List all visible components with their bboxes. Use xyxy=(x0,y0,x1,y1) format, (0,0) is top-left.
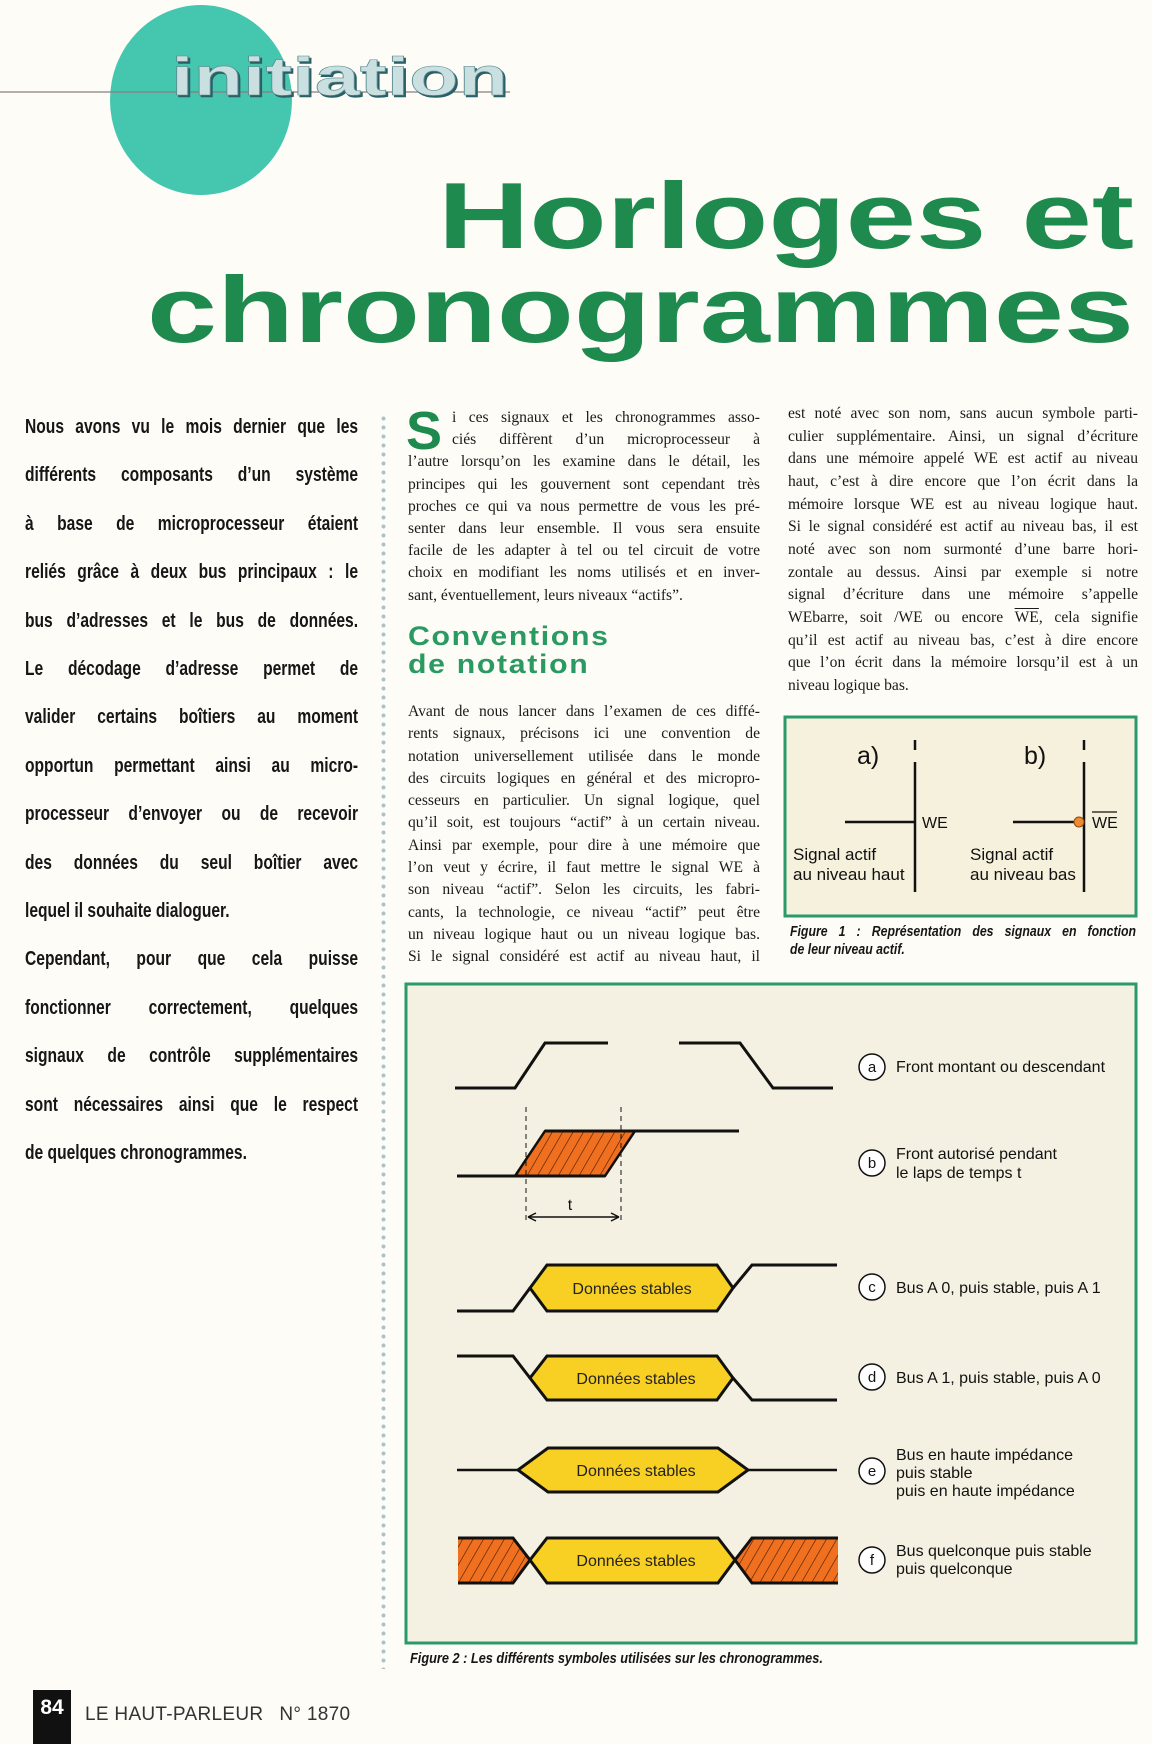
text-line: valider certains boîtiers au moment xyxy=(25,706,359,729)
section-heading-line: de notation xyxy=(408,649,590,679)
title-line-1: Horloges et xyxy=(438,163,1134,268)
text-line: différents composants d’un système xyxy=(25,464,359,487)
text-line: Avant de nous lancer dans l’examen de ces diffé- xyxy=(408,703,760,720)
legend-label: Bus A 0, puis stable, puis A 1 xyxy=(896,1280,1101,1297)
text-line: son niveau “actif”. Selon les circuits, les fabri- xyxy=(408,881,760,899)
text-line: cants, la technologie, ce niveau “actif” peut être xyxy=(408,903,760,921)
figure-1 xyxy=(785,717,1136,916)
text-line: Le décodage d’adresse permet de xyxy=(25,658,359,681)
text-line: dans une mémoire appelé WE est actif au niveau xyxy=(788,450,1138,468)
legend-key: a xyxy=(867,1059,877,1076)
text-line: sont nécessaires ainsi que le respect xyxy=(25,1093,359,1116)
text-line: niveau logique bas. xyxy=(788,677,909,695)
stable-data-label: Données stables xyxy=(572,1281,692,1298)
text-line: que l’on écrit dans la mémoire lorsqu’il est à un xyxy=(788,654,1138,672)
text-line: signaux de contrôle supplémentaires xyxy=(25,1045,359,1068)
legend-key: d xyxy=(867,1369,877,1386)
legend-label: puis en haute impédance xyxy=(896,1483,1075,1500)
stable-data-label: Données stables xyxy=(576,1371,696,1388)
text-line xyxy=(788,607,1138,630)
text-line: sant, éventuellement, leurs niveaux “actifs”. xyxy=(408,586,683,604)
figure-1-caption xyxy=(790,923,1136,959)
text-line: à base de microprocesseur étaient xyxy=(25,512,359,535)
text-line: signal d’écriture dans une mémoire s’appelle xyxy=(788,586,1138,604)
text-line: rents signaux, précisons ici une convention de xyxy=(408,725,760,743)
text-line: culier supplémentaire. Ainsi, un signal d’écriture xyxy=(788,427,1138,445)
stable-data-label: Données stables xyxy=(576,1553,696,1570)
signal-a-label-1: Signal actif xyxy=(793,845,877,864)
text-line: est noté avec son nom, sans aucun symbole parti- xyxy=(788,405,1138,422)
figure-2-caption: Figure 2 : Les différents symboles utilisées sur les chronogrammes. xyxy=(410,1650,823,1667)
text-line: ciés diffèrent d’un microprocesseur à xyxy=(452,431,760,449)
text-line: Si le signal considéré est actif au niveau haut, il xyxy=(408,948,760,966)
footer-masthead xyxy=(85,1704,366,1726)
body-paragraph-2 xyxy=(408,701,760,969)
text-line: zontale au dessus. Ainsi par exemple si notre xyxy=(788,563,1138,581)
legend-label: Bus quelconque puis stable xyxy=(896,1543,1092,1560)
text-line: principes qui les gouvernent sont cependant très xyxy=(408,475,760,493)
caption-line: Figure 1 : Représentation des signaux en fonction xyxy=(790,923,1137,940)
issue-number: N° 1870 xyxy=(279,1704,351,1725)
text-line: Ainsi par exemple, pour dire à une mémoire que xyxy=(408,836,760,854)
text-line: Si le signal considéré est actif au niveau bas, il est xyxy=(788,518,1138,536)
figure-1-tag-b: b) xyxy=(1024,742,1047,770)
stable-data-label: Données stables xyxy=(576,1463,696,1480)
text-line: reliés grâce à deux bus principaux : le xyxy=(25,561,359,584)
text-line: mémoire lorsque WE est au niveau logique haut. xyxy=(788,495,1138,513)
text-line: processeur d’envoyer ou de recevoir xyxy=(25,803,359,826)
section-heading xyxy=(408,622,610,678)
text-line: senter dans leur ensemble. Il vous sera ensuite xyxy=(408,520,760,538)
text-line: facile de les adapter à tel ou tel circuit de votre xyxy=(408,542,760,560)
text-line: proches ce qui va nous permettre de vous les pré- xyxy=(408,497,760,515)
legend-key: b xyxy=(867,1155,877,1172)
text-line: haut, c’est à dire encore que l’on écrit dans la xyxy=(788,473,1138,491)
text-line: des données du seul boîtier avec xyxy=(25,851,359,874)
signal-a-name: WE xyxy=(922,815,948,832)
page-number: 84 xyxy=(33,1690,71,1744)
signal-b-label-1: Signal actif xyxy=(970,845,1054,864)
figure-2 xyxy=(406,984,1136,1643)
text-line: bus d’adresses et le bus de données. xyxy=(25,609,359,632)
figure-1-tag-a: a) xyxy=(857,742,880,770)
legend-label: Front montant ou descendant xyxy=(896,1059,1106,1076)
text-line: choix en modifiant les noms utilisés et en inver- xyxy=(408,564,760,582)
title-line-2: chronogrammes xyxy=(147,257,1134,362)
text-line: lequel il souhaite dialoguer. xyxy=(25,900,230,923)
text-line: i ces signaux et les chronogrammes asso- xyxy=(452,409,760,426)
section-heading-line: Conventions xyxy=(408,621,610,651)
text-line: des circuits logiques en général et des micropro- xyxy=(408,769,760,787)
text-line: Nous avons vu le mois dernier que les xyxy=(25,416,359,438)
text-line: fonctionner correctement, quelques xyxy=(25,996,359,1019)
signal-a-label-2: au niveau haut xyxy=(793,865,905,884)
text-line: noté avec son nom surmonté d’une barre hori- xyxy=(788,541,1138,559)
duration-label: t xyxy=(567,1197,573,1214)
body-paragraph-1 xyxy=(408,407,760,607)
caption-line: de leur niveau actif. xyxy=(790,941,905,958)
text-line: Cependant, pour que cela puisse xyxy=(25,948,359,971)
text-line: opportun permettant ainsi au micro- xyxy=(25,754,359,777)
body-paragraph-3 xyxy=(788,403,1138,698)
legend-label: puis stable xyxy=(896,1465,973,1482)
text-line: l’on veut y écrire, il faut mettre le signal WE à xyxy=(408,859,760,877)
legend-label: puis quelconque xyxy=(896,1561,1013,1578)
drop-cap: S xyxy=(406,404,443,458)
dotted-column-divider xyxy=(381,414,386,1669)
text-line: qu’il soit, est toujours “actif” à un certain niveau. xyxy=(408,814,760,832)
intro-text xyxy=(25,403,358,1178)
legend-label: Bus en haute impédance xyxy=(896,1447,1074,1464)
legend-key: c xyxy=(868,1279,876,1296)
legend-label: Bus A 1, puis stable, puis A 0 xyxy=(896,1370,1101,1387)
legend-key: e xyxy=(867,1463,877,1480)
legend-key: f xyxy=(869,1552,875,1569)
magazine-name: LE HAUT-PARLEUR xyxy=(85,1704,264,1725)
signal-b-label-2: au niveau bas xyxy=(970,865,1076,884)
inversion-bubble-icon xyxy=(1074,817,1084,827)
overlined-signal-name: $\overline{WE}$ xyxy=(1014,609,1039,627)
legend-label: Front autorisé pendant xyxy=(896,1146,1057,1163)
text-fragment: , cela signifie xyxy=(1038,609,1138,627)
legend-label: le laps de temps t xyxy=(896,1165,1022,1182)
text-line: cesseurs en particulier. Un signal logique, quel xyxy=(408,792,760,810)
text-line: de quelques chronogrammes. xyxy=(25,1142,247,1165)
text-fragment: WEbarre, soit /WE ou encore xyxy=(788,609,1015,627)
text-line: l’autre lorsqu’on les examine dans le détail, les xyxy=(408,453,760,471)
text-line: qu’il est actif au niveau bas, c’est à dire encore xyxy=(788,631,1138,649)
undefined-bus-after xyxy=(735,1538,838,1583)
text-line: notation universellement utilisée dans le monde xyxy=(408,747,760,765)
signal-b-name: WE xyxy=(1092,815,1118,832)
section-label: initiation xyxy=(171,47,508,107)
text-line: un niveau logique haut ou un niveau logique bas. xyxy=(408,925,760,943)
